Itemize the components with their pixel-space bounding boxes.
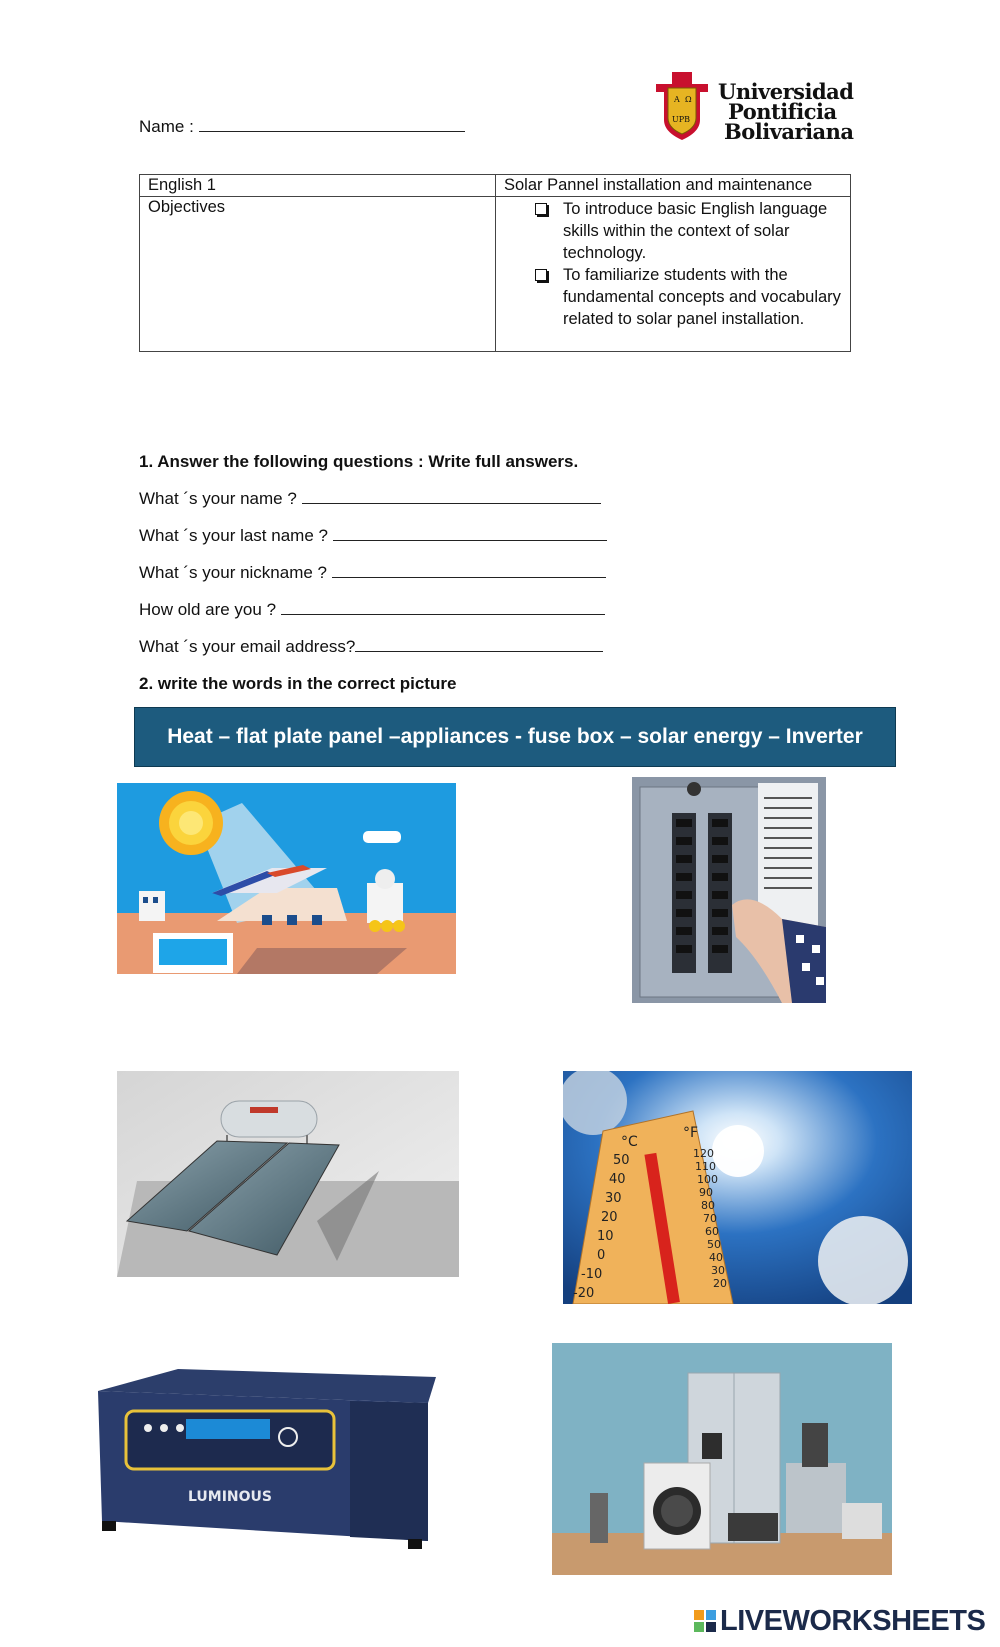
objectives-cell (496, 197, 851, 352)
liveworksheets-logo-icon (694, 1607, 716, 1629)
scale-f: 30 (711, 1264, 725, 1277)
flat-plate-panel-picture[interactable] (117, 1071, 459, 1277)
scale-f: 110 (695, 1160, 716, 1173)
inverter-picture[interactable] (88, 1361, 438, 1556)
answer-blank[interactable] (302, 489, 601, 504)
scale-f: 60 (705, 1225, 719, 1238)
subject-cell: English 1 (140, 175, 496, 197)
objective-item: To familiarize students with the fundamental concepts and vocabulary related to solar panel installation. (534, 264, 842, 330)
word-bank-banner: Heat – flat plate panel –appliances - fuse box – solar energy – Inverter (134, 707, 896, 767)
logo-line-1: Universidad (718, 79, 854, 104)
scale-c: -20 (573, 1286, 595, 1301)
solar-house-illustration (117, 783, 456, 974)
scale-f: 20 (713, 1277, 727, 1290)
scale-c: 0 (597, 1248, 606, 1263)
solar-energy-picture[interactable] (117, 783, 456, 974)
logo-line-3: Bolivariana (724, 119, 854, 144)
scale-f: 40 (709, 1251, 723, 1264)
inverter-brand-label: LUMINOUS (188, 1489, 272, 1505)
fahrenheit-label: °F (683, 1125, 699, 1141)
table-row (140, 175, 851, 197)
answer-blank[interactable] (355, 637, 603, 652)
scale-f: 50 (707, 1238, 721, 1251)
objectives-list (504, 198, 842, 350)
name-label: Name : (139, 117, 194, 136)
scale-f: 90 (699, 1186, 713, 1199)
question-label: What ´s your name ? (139, 489, 297, 508)
question-row (139, 489, 601, 509)
logo-line-2: Pontificia (728, 99, 837, 124)
heat-picture[interactable] (563, 1071, 912, 1304)
answer-blank[interactable] (281, 600, 605, 615)
question-label: What ´s your email address? (139, 637, 356, 656)
course-info-table (139, 174, 851, 352)
question-row (139, 637, 603, 657)
objective-item: To introduce basic English language skills within the context of solar technology. (534, 198, 842, 264)
appliances-photo (552, 1343, 892, 1575)
fuse-box-photo (632, 777, 826, 1003)
question-row (139, 526, 607, 546)
section-2-heading: 2. write the words in the correct picture (139, 674, 457, 693)
question-label: What ´s your last name ? (139, 526, 328, 545)
brand-text: LIVEWORKSHEETS (720, 1605, 986, 1637)
shield-upb: UPB (672, 115, 691, 124)
question-label: How old are you ? (139, 600, 277, 619)
scale-f: 70 (703, 1212, 717, 1225)
scale-c: 40 (609, 1172, 626, 1187)
table-row (140, 197, 851, 352)
scale-c: 30 (605, 1191, 622, 1206)
name-answer-blank[interactable] (199, 117, 465, 132)
scale-f: 80 (701, 1199, 715, 1212)
question-label: What ´s your nickname ? (139, 563, 328, 582)
fuse-box-picture[interactable] (632, 777, 826, 1003)
section-1-heading: 1. Answer the following questions : Write full answers. (139, 452, 579, 471)
inverter-photo (88, 1361, 438, 1556)
course-cell: Solar Pannel installation and maintenance (496, 175, 851, 197)
shield-letter-alpha: A (674, 95, 680, 104)
scale-f: 100 (697, 1173, 718, 1186)
shield-icon (650, 70, 714, 142)
scale-c: 10 (597, 1229, 614, 1244)
scale-c: -10 (581, 1267, 603, 1282)
appliances-picture[interactable] (552, 1343, 892, 1575)
celsius-label: °C (621, 1134, 638, 1150)
scale-f: 120 (693, 1147, 714, 1160)
question-row (139, 563, 606, 583)
university-logo (650, 70, 854, 144)
scale-c: 50 (613, 1153, 630, 1168)
liveworksheets-brand[interactable] (694, 1605, 985, 1638)
shield-letter-omega: Ω (685, 95, 692, 104)
flat-plate-collector-photo (117, 1071, 459, 1277)
answer-blank[interactable] (332, 563, 606, 578)
objectives-label: Objectives (140, 197, 496, 352)
name-line (139, 117, 465, 137)
answer-blank[interactable] (333, 526, 607, 541)
scale-c: 20 (601, 1210, 618, 1225)
logo-wordmark (718, 79, 854, 144)
thermometer-photo (563, 1071, 912, 1304)
question-row (139, 600, 605, 620)
